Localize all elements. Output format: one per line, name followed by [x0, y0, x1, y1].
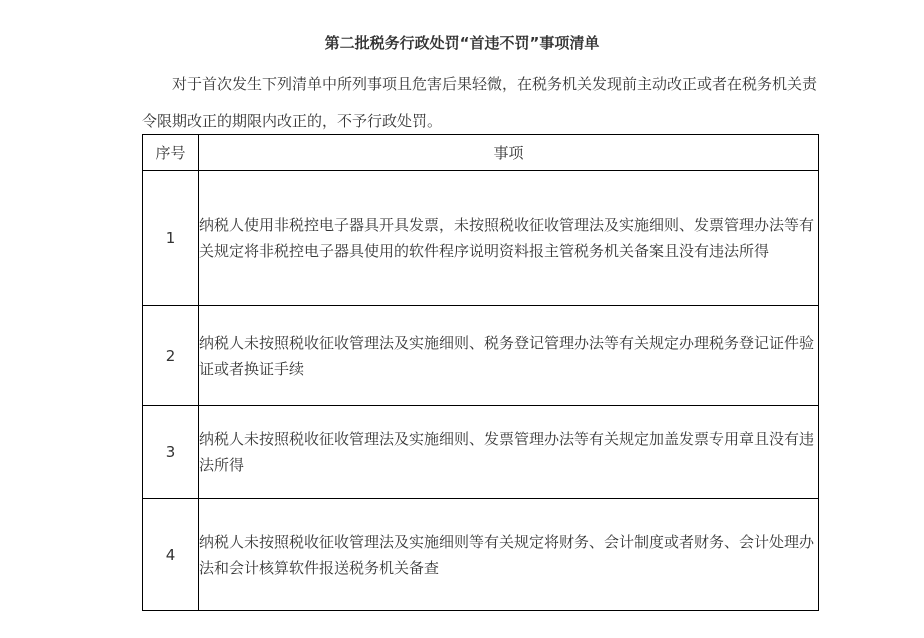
row-item: 纳税人使用非税控电子器具开具发票，未按照税收征收管理法及实施细则、发票管理办法等有关规定将非税控电子器具使用的软件程序说明资料报主管税务机关备案且没有违法所得 [199, 171, 819, 306]
table-row [143, 499, 819, 611]
table-header-row [143, 135, 819, 171]
row-number: 2 [143, 306, 199, 406]
header-item: 事项 [199, 135, 819, 171]
table-row [143, 171, 819, 306]
table-row [143, 406, 819, 499]
header-no: 序号 [143, 135, 199, 171]
row-number: 4 [143, 499, 199, 611]
row-number: 1 [143, 171, 199, 306]
intro-paragraph: 对于首次发生下列清单中所列事项且危害后果轻微，在税务机关发现前主动改正或者在税务机关责令限期改正的期限内改正的，不予行政处罚。 [142, 75, 818, 130]
row-item: 纳税人未按照税收征收管理法及实施细则、税务登记管理办法等有关规定办理税务登记证件验证或者换证手续 [199, 306, 819, 406]
items-table [142, 134, 819, 611]
table-row [143, 306, 819, 406]
row-item: 纳税人未按照税收征收管理法及实施细则等有关规定将财务、会计制度或者财务、会计处理办法和会计核算软件报送税务机关备查 [199, 499, 819, 611]
row-item: 纳税人未按照税收征收管理法及实施细则、发票管理办法等有关规定加盖发票专用章且没有违法所得 [199, 406, 819, 499]
document-title: 第二批税务行政处罚“首违不罚”事项清单 [324, 34, 600, 52]
row-number: 3 [143, 406, 199, 499]
